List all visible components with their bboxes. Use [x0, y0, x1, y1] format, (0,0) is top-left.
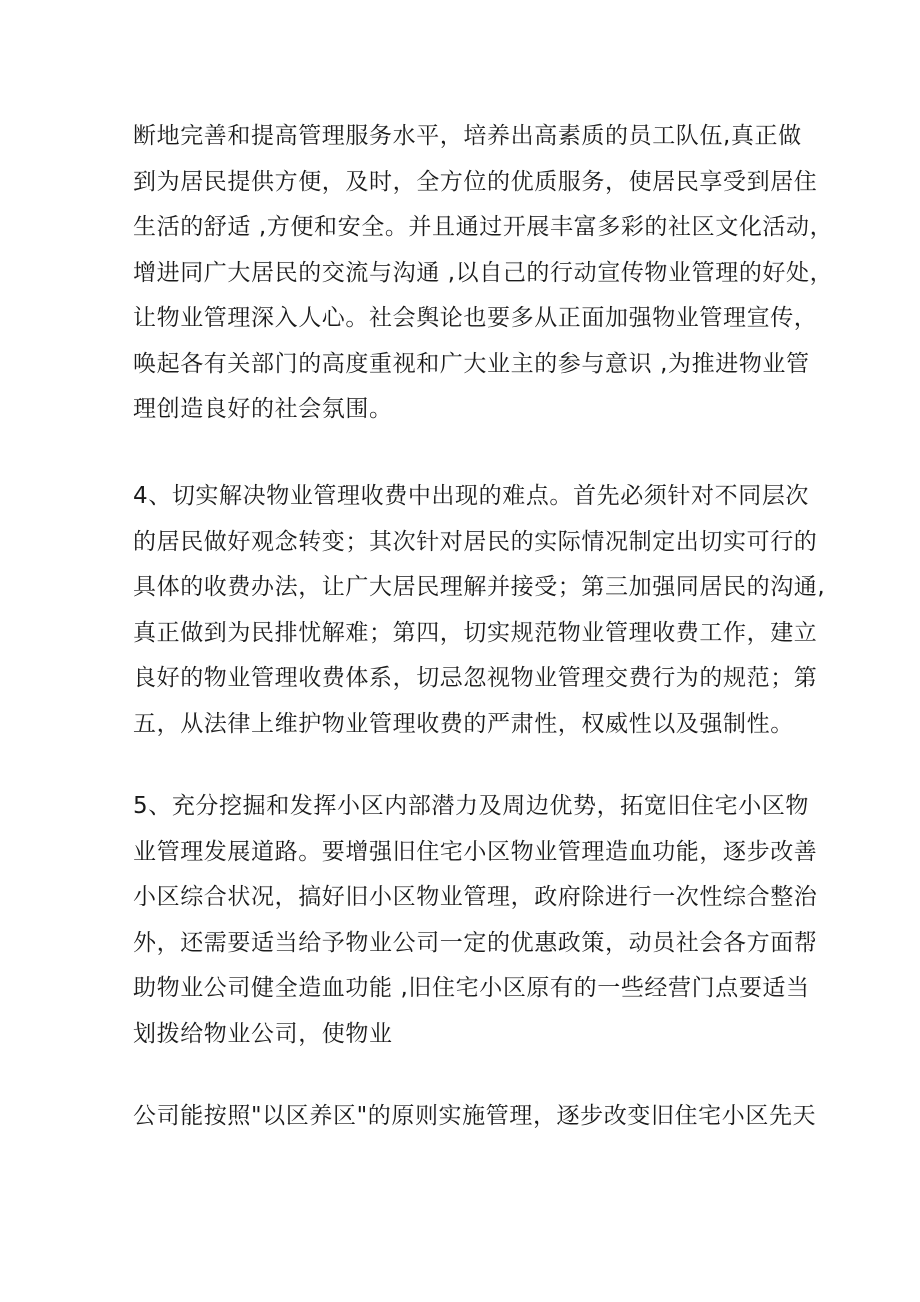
text-line: 划拨给物业公司，使物业: [133, 1020, 393, 1047]
text-line: 理创造良好的社会氛围。: [133, 396, 393, 422]
text-line: 4、切实解决物业管理收费中出现的难点。首先必须针对不同层次: [133, 483, 810, 509]
paragraph-2: [133, 474, 826, 747]
text-line: 助物业公司健全造血功能 ,旧住宅小区原有的一些经营门点要适当: [133, 975, 810, 1001]
text-line: 的居民做好观念转变；其次针对居民的实际情况制定出切实可行的: [133, 528, 818, 555]
text-line: 让物业管理深入人心。社会舆论也要多从正面加强物业管理宣传，: [133, 305, 818, 331]
text-line: 业管理发展道路。要增强旧住宅小区物业管理造血功能，逐步改善: [133, 838, 818, 865]
text-line: 增进同广大居民的交流与沟通 ,以自己的行动宣传物业管理的好处，: [133, 259, 834, 286]
text-line: 公司能按照"以区养区"的原则实施管理，逐步改变旧住宅小区先天: [133, 1103, 817, 1129]
text-line: 小区综合状况，搞好旧小区物业管理，政府除进行一次性综合整治: [133, 884, 818, 910]
text-line: 具体的收费办法，让广大居民理解并接受；第三加强同居民的沟通,: [133, 574, 826, 600]
text-line: 5、充分挖掘和发挥小区内部潜力及周边优势，拓宽旧住宅小区物: [133, 793, 810, 819]
paragraph-1: [133, 114, 834, 433]
text-line: 良好的物业管理收费体系，切忌忽视物业管理交费行为的规范；第: [133, 665, 818, 691]
text-line: 到为居民提供方便，及时，全方位的优质服务，使居民享受到居住: [133, 168, 818, 195]
text-line: 五，从法律上维护物业管理收费的严肃性，权威性以及强制性。: [133, 710, 794, 737]
paragraph-3: [133, 784, 823, 1057]
text-line: 断地完善和提高管理服务水平，培养出高素质的员工队伍,真正做: [133, 123, 802, 149]
paragraph-4: [133, 1094, 823, 1140]
text-line: 外，还需要适当给予物业公司一定的优惠政策，动员社会各方面帮: [133, 929, 818, 956]
text-line: 生活的舒适 ,方便和安全。并且通过开展丰富多彩的社区文化活动，: [133, 214, 834, 240]
text-line: 唤起各有关部门的高度重视和广大业主的参与意识 ,为推进物业管: [133, 350, 810, 377]
text-line: 真正做到为民排忧解难；第四，切实规范物业管理收费工作，建立: [133, 619, 818, 646]
